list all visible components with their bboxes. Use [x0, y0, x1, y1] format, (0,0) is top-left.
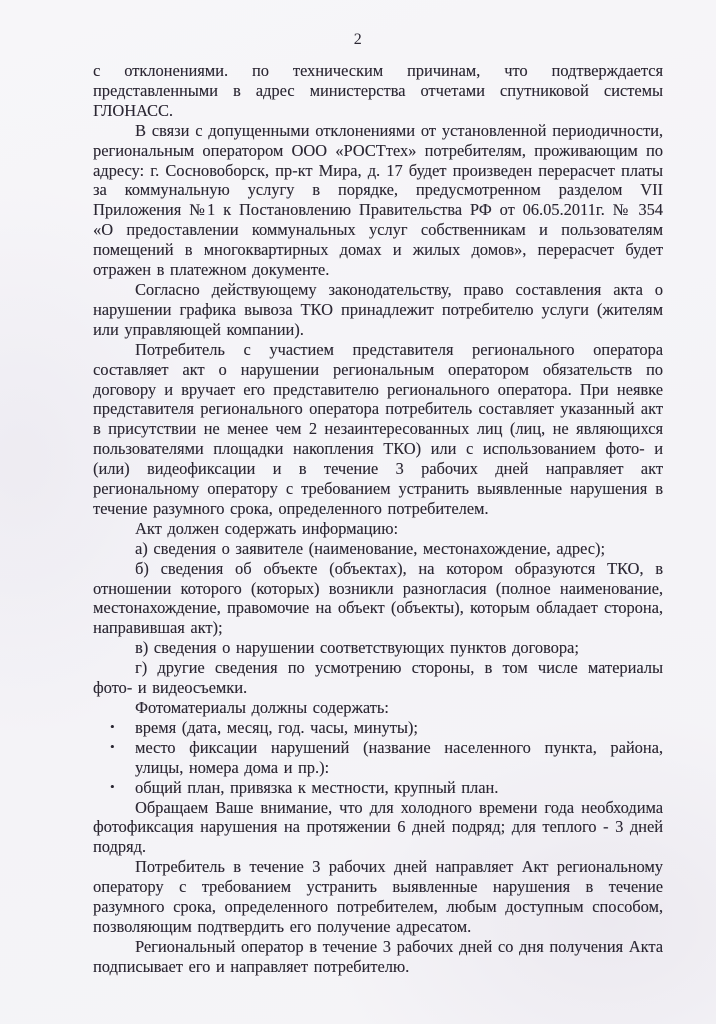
bullet-icon: •	[110, 718, 115, 734]
paragraph-legislation: Согласно действующему законодательству, право составления акта о нарушении графика вывоза ТКО принадлежит потребителю услуги (жителям или управляющей компании).	[93, 279, 663, 339]
bullet-item-text: время (дата, месяц, год. часы, минуты);	[135, 717, 418, 737]
paragraph-recalculation: В связи с допущенными отклонениями от установленной периодичности, региональным оператором ООО «РОСТтех» потребителям, проживающим по адресу: г. Сосновоборск, пр-кт Мира, д. 17 будет произведен перерасчет платы за коммунальную услугу в порядке, предусмотренном разделом VII Приложения №1 к Постановлению Правительства РФ от 06.05.2011г. № 354 «О предоставлении коммунальных услуг собственникам и пользователям помещений в многоквартирных домах и жилых домов», перерасчет будет отражен в платежном документе.	[93, 120, 663, 280]
list-item-v: в) сведения о нарушении соответствующих пунктов договора;	[135, 638, 579, 658]
bullet-item-text: место фиксации нарушений (название населенного пункта, района, улицы, номера дома и пр.):	[135, 737, 663, 777]
document-body	[93, 61, 663, 977]
paragraph-photo-requirements-heading: Фотоматериалы должны содержать:	[135, 698, 389, 717]
list-item-a: а) сведения о заявителе (наименование, местонахождение, адрес);	[135, 538, 605, 558]
paragraph-continuation: с отклонениями. по техническим причинам, что подтверждается представленными в адрес министерства отчетами спутниковой системы ГЛОНАСС.	[93, 61, 663, 120]
bullet-icon: •	[110, 778, 115, 794]
page-number: 2	[353, 31, 363, 48]
paragraph-act-contents-heading: Акт должен содержать информацию:	[135, 518, 398, 538]
paragraph-operator-signs-act: Региональный оператор в течение 3 рабочих дней со дня получения Акта подписывает его и направляет потребителю.	[93, 936, 663, 976]
paragraph-consumer-sends-act: Потребитель в течение 3 рабочих дней направляет Акт региональному оператору с требованием устранить выявленные нарушения в течение разумного срока, определенного потребителем, любым доступным способом, позволяющим подтвердить его получение адресатом.	[93, 857, 663, 936]
bullet-item	[110, 737, 663, 778]
list-item-g: г) другие сведения по усмотрению стороны, в том числе материалы фото- и видеосъемки.	[93, 658, 663, 698]
bullet-list	[93, 718, 663, 798]
bullet-icon: •	[110, 738, 115, 754]
paragraph-act-procedure: Потребитель с участием представителя регионального оператора составляет акт о нарушении региональным оператором обязательств по договору и вручает его представителю регионального оператора. При неявке представителя регионального оператора потребитель составляет указанный акт в присутствии не менее чем 2 незаинтересованных лиц (лиц, не являющихся пользователями площадки накопления ТКО) или с использованием фото- и (или) видеофиксации и в течение 3 рабочих дней направляет акт региональному оператору с требованием устранить выявленные нарушения в течение разумного срока, определенного потребителем.	[93, 339, 663, 518]
bullet-item	[110, 777, 663, 798]
bullet-item	[110, 717, 663, 738]
bullet-item-text: общий план, привязка к местности, крупный план.	[135, 777, 499, 797]
paragraph-attention-note: Обращаем Ваше внимание, что для холодного времени года необходима фотофиксация нарушения на протяжении 6 дней подряд; для теплого - 3 дней подряд.	[93, 797, 663, 857]
list-item-b: б) сведения об объекте (объектах), на котором образуются ТКО, в отношении которого (которых) возникли разногласия (полное наименование, местонахождение, правомочие на объект (объекты), которым обладает сторона, направившая акт);	[93, 558, 663, 638]
